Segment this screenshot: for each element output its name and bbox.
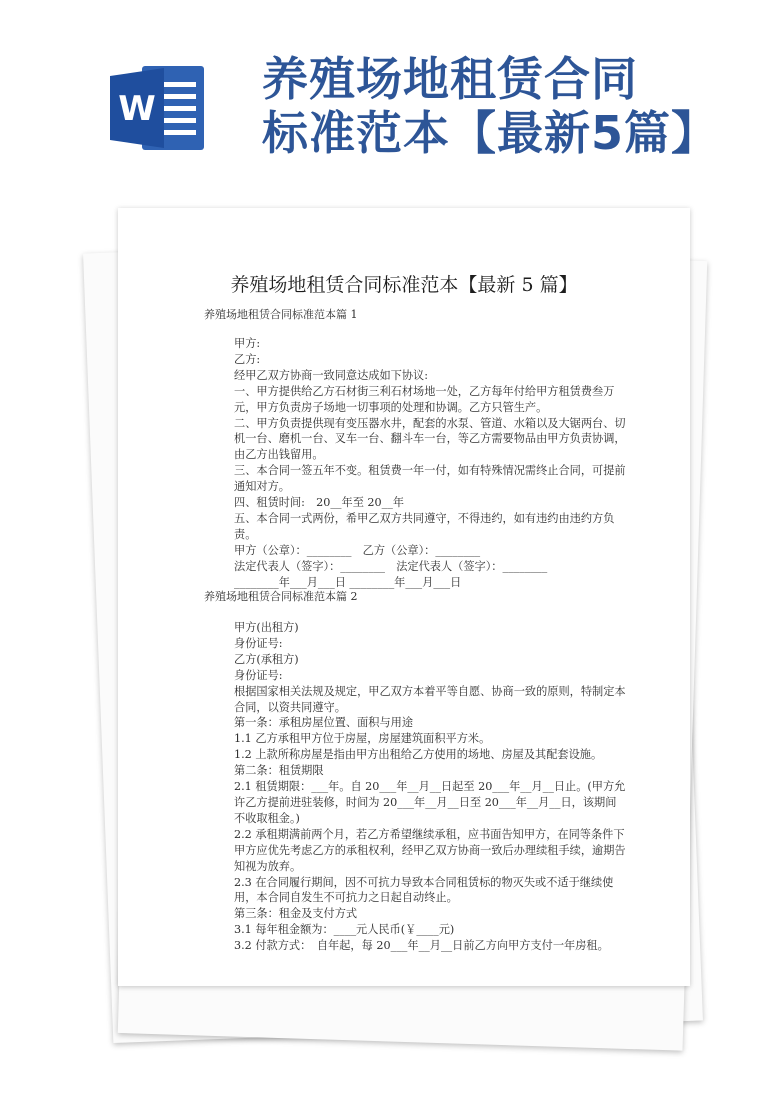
paragraph: 2.1 租赁期限：___年。自 20___年__月__日起至 20___年__月__日止。(甲方允许乙方提前进驻装修，时间为 20___年__月__日至 20___年__月__日，该期间不收取租金。): [234, 780, 626, 825]
paragraph: 1.2 上款所称房屋是指由甲方出租给乙方使用的场地、房屋及其配套设施。: [234, 748, 603, 762]
paragraph: 2.3 在合同履行期间，因不可抗力导致本合同租赁标的物灭失或不适于继续使用，本合同自发生不可抗力之日起自动终止。: [234, 875, 614, 905]
paragraph: 经甲乙双方协商一致同意达成如下协议:: [234, 368, 428, 382]
clause-heading: 第三条：租金及支付方式: [234, 907, 358, 921]
signature-line: 法定代表人（签字）：________ 法定代表人（签字）：________: [234, 559, 548, 573]
section-2-heading: 养殖场地租赁合同标准范本篇 2: [204, 590, 358, 603]
paragraph: 四、租赁时间: 20__年至 20__年: [234, 496, 405, 510]
paragraph: 一、甲方提供给乙方石材街三利石材场地一处，乙方每年付给甲方租赁费叁万元，甲方负责房子场地一切事项的处理和协调。乙方只管生产。: [234, 384, 615, 414]
headline-line-2: 标准范本【最新5篇】: [262, 106, 719, 160]
paragraph: 二、甲方负责提供现有变压器水井，配套的水泵、管道、水箱以及大锯两台、切机一台、磨机一台、叉车一台、翻斗车一台，等乙方需要物品由甲方负责协调，由乙方出钱留用。: [234, 416, 626, 462]
section-2-body: [234, 620, 626, 954]
paragraph: 身份证号:: [234, 636, 283, 650]
paragraph: 乙方:: [234, 352, 261, 366]
paragraph: 根据国家相关法规及规定，甲乙双方本着平等自愿、协商一致的原则，特制定本合同，以资共同遵守。: [234, 684, 626, 714]
paragraph: 3.2 付款方式： 自年起，每 20___年__月__日前乙方向甲方支付一年房租。: [234, 939, 609, 953]
paragraph: 三、本合同一签五年不变。租赁费一年一付，如有特殊情况需终止合同，可提前通知对方。: [234, 464, 626, 494]
section-1-heading: 养殖场地租赁合同标准范本篇 1: [204, 308, 358, 321]
paragraph: 甲方(出租方): [234, 621, 299, 634]
svg-text:W: W: [118, 89, 156, 129]
section-1-body: [234, 336, 626, 591]
paragraph: 乙方(承租方): [234, 652, 299, 666]
paragraph: 2.2 承租期满前两个月，若乙方希望继续承租，应书面告知甲方，在同等条件下甲方应优先考虑乙方的承租权利，经甲乙双方协商一致后办理续租手续，逾期告知视为放弃。: [234, 827, 626, 873]
paragraph: 五、本合同一式两份，希甲乙双方共同遵守，不得违约，如有违约由违约方负责。: [234, 511, 615, 541]
signature-line: 甲方（公章）：________ 乙方（公章）：________: [234, 543, 481, 557]
paragraph: 1.1 乙方承租甲方位于房屋，房屋建筑面积平方米。: [234, 732, 491, 746]
word-document-icon: [108, 58, 208, 158]
paragraph: 身份证号:: [234, 668, 283, 682]
document-title: 养殖场地租赁合同标准范本【最新 5 篇】: [230, 274, 578, 296]
clause-heading: 第二条：租赁期限: [234, 764, 324, 778]
headline-line-1: 养殖场地租赁合同: [262, 52, 638, 106]
date-line: ________年___月___日 ________年___月___日: [234, 575, 462, 589]
document-page: [118, 208, 690, 986]
clause-heading: 第一条：承租房屋位置、面积与用途: [234, 716, 414, 730]
page-header: [0, 0, 780, 190]
paragraph: 3.1 每年租金额为：____元人民币(￥____元): [234, 923, 455, 937]
page-headline: [262, 52, 762, 160]
paragraph: 甲方:: [234, 337, 261, 350]
